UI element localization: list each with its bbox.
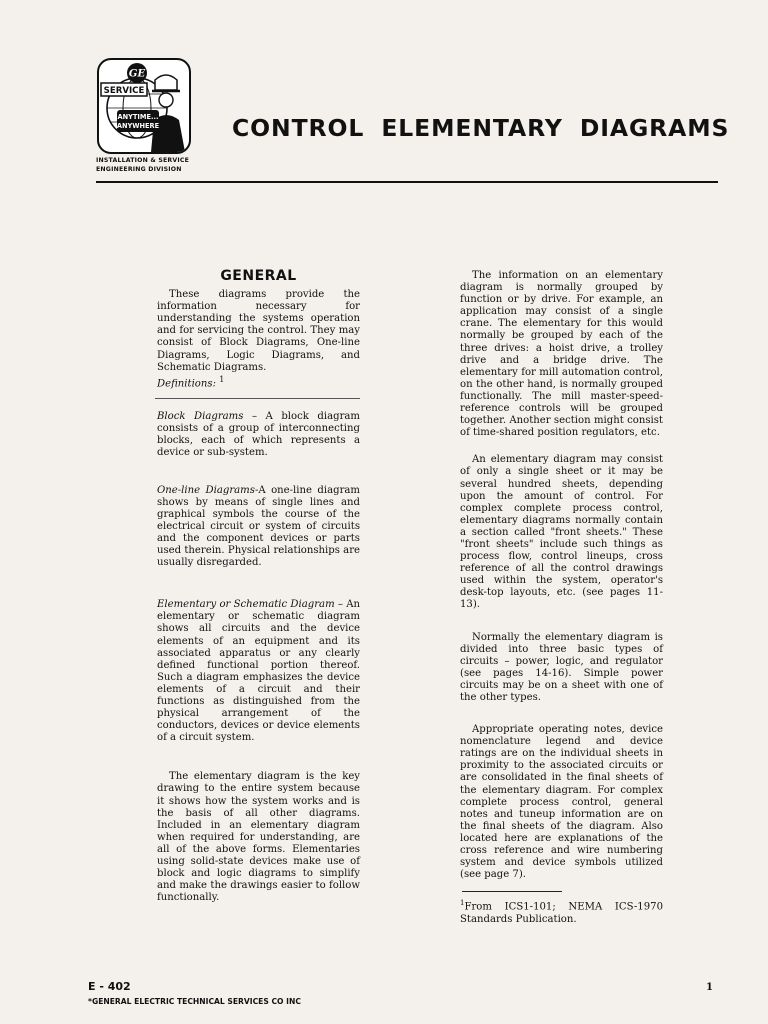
right-column — [460, 270, 663, 926]
logo-graphic — [99, 60, 189, 152]
logo-service-text: SERVICE — [103, 86, 145, 96]
footnote-marker: 1 — [460, 899, 465, 908]
definition-elementary-diagram — [157, 599, 360, 744]
section-heading-general: GENERAL — [220, 268, 297, 284]
division-line-1: INSTALLATION & SERVICE — [96, 157, 190, 164]
division-label — [96, 156, 206, 174]
company-name: *GENERAL ELECTRIC TECHNICAL SERVICES CO INC — [88, 997, 301, 1006]
definitions-heading — [157, 374, 360, 390]
definitions-divider — [155, 398, 360, 399]
footnote — [460, 897, 663, 926]
definition-text: -A one-line diagram shows by means of single lines and graphical symbols the course of the electrical circuit or system of circuits and the component devices or parts used therein. Physical relationships are usually disregarded. — [157, 484, 360, 569]
definition-block-diagrams — [157, 411, 360, 459]
definitions-footnote-ref: 1 — [219, 374, 225, 384]
logo-anytime-text: ANYTIME... — [117, 113, 159, 121]
definition-term: Elementary or Schematic Diagram — [157, 599, 335, 611]
definition-text: – An elementary or schematic diagram shows all circuits and the device elements of an equipment and its associated apparatus or any clearly defined functional portion thereof. Such a diagram emphasizes the device elements of a circuit and their functions as distinguished from the physical arrangement of the conductors, devices or device elements of a circuit system. — [157, 599, 360, 744]
closing-paragraph: The elementary diagram is the key drawing to the entire system because it shows how the system works and is the basis of all other diagrams. Included in an elementary diagram when required for understanding, are all of the above forms. Elementaries using solid-state devices make use of block and logic diagrams to simplify and make the drawings easier to follow functionally. — [157, 771, 360, 904]
page-title: CONTROL ELEMENTARY DIAGRAMS — [232, 114, 730, 142]
svg-text:GE: GE — [128, 68, 146, 80]
definitions-label: Definitions: — [157, 378, 216, 390]
paragraph-circuit-types: Normally the elementary diagram is divided into three basic types of circuits – power, logic, and regulator (see pages 14-16). Simple power circuits may be on a sheet with one of the other types. — [460, 631, 663, 703]
logo-anywhere-text: ANYWHERE — [116, 122, 160, 130]
ge-service-logo — [97, 58, 191, 154]
definition-one-line-diagrams — [157, 485, 360, 570]
definition-term: Block Diagrams — [157, 411, 244, 423]
left-column — [157, 270, 360, 904]
paragraph-grouping: The information on an elementary diagram is normally grouped by function or by drive. For example, an application may consist of a single crane. The elementary for this would normally be grouped by each of the three drives: a hoist drive, a trolley drive and a bridge drive. The elementary for mill automation control, on the other hand, is normally grouped functionally. The mill master-speed-reference controls will be grouped together. Another section might consist of time-shared position regulators, etc. — [460, 270, 663, 439]
definition-text: – A block diagram consists of a group of interconnecting blocks, each of which represents a device or sub-system. — [157, 411, 360, 459]
definition-term: One-line Diagrams — [157, 484, 255, 496]
footnote-divider — [462, 891, 562, 892]
paragraph-sheets: An elementary diagram may consist of only a single sheet or it may be several hundred sheets, depending upon the amount of control. For complex complete process control, elementary diagrams normally contain a section called "front sheets." These "front sheets" include such things as process flow, control lineups, cross reference of all the control drawings used within the system, operator's desk-top layouts, etc. (see pages 11-13). — [460, 454, 663, 611]
paragraph-operating-notes: Appropriate operating notes, device nomenclature legend and device ratings are on the individual sheets in proximity to the associated circuits or are consolidated in the final sheets of the elementary diagram. For complex complete process control, general notes and tuneup information are on the final sheets of the diagram. Also located here are explanations of the cross reference and wire numbering system and device symbols utilized (see page 7). — [460, 724, 663, 881]
title-divider — [96, 181, 718, 183]
footnote-text: From ICS1-101; NEMA ICS-1970 Standards Publication. — [460, 901, 663, 925]
document-code: E - 402 — [88, 980, 131, 993]
intro-paragraph: These diagrams provide the information necessary for understanding the systems operation and for servicing the control. They may consist of Block Diagrams, One-line Diagrams, Logic Diagrams, and Schematic Diagrams. — [157, 289, 360, 373]
page-number: 1 — [706, 982, 713, 993]
division-line-2: ENGINEERING DIVISION — [96, 166, 182, 173]
